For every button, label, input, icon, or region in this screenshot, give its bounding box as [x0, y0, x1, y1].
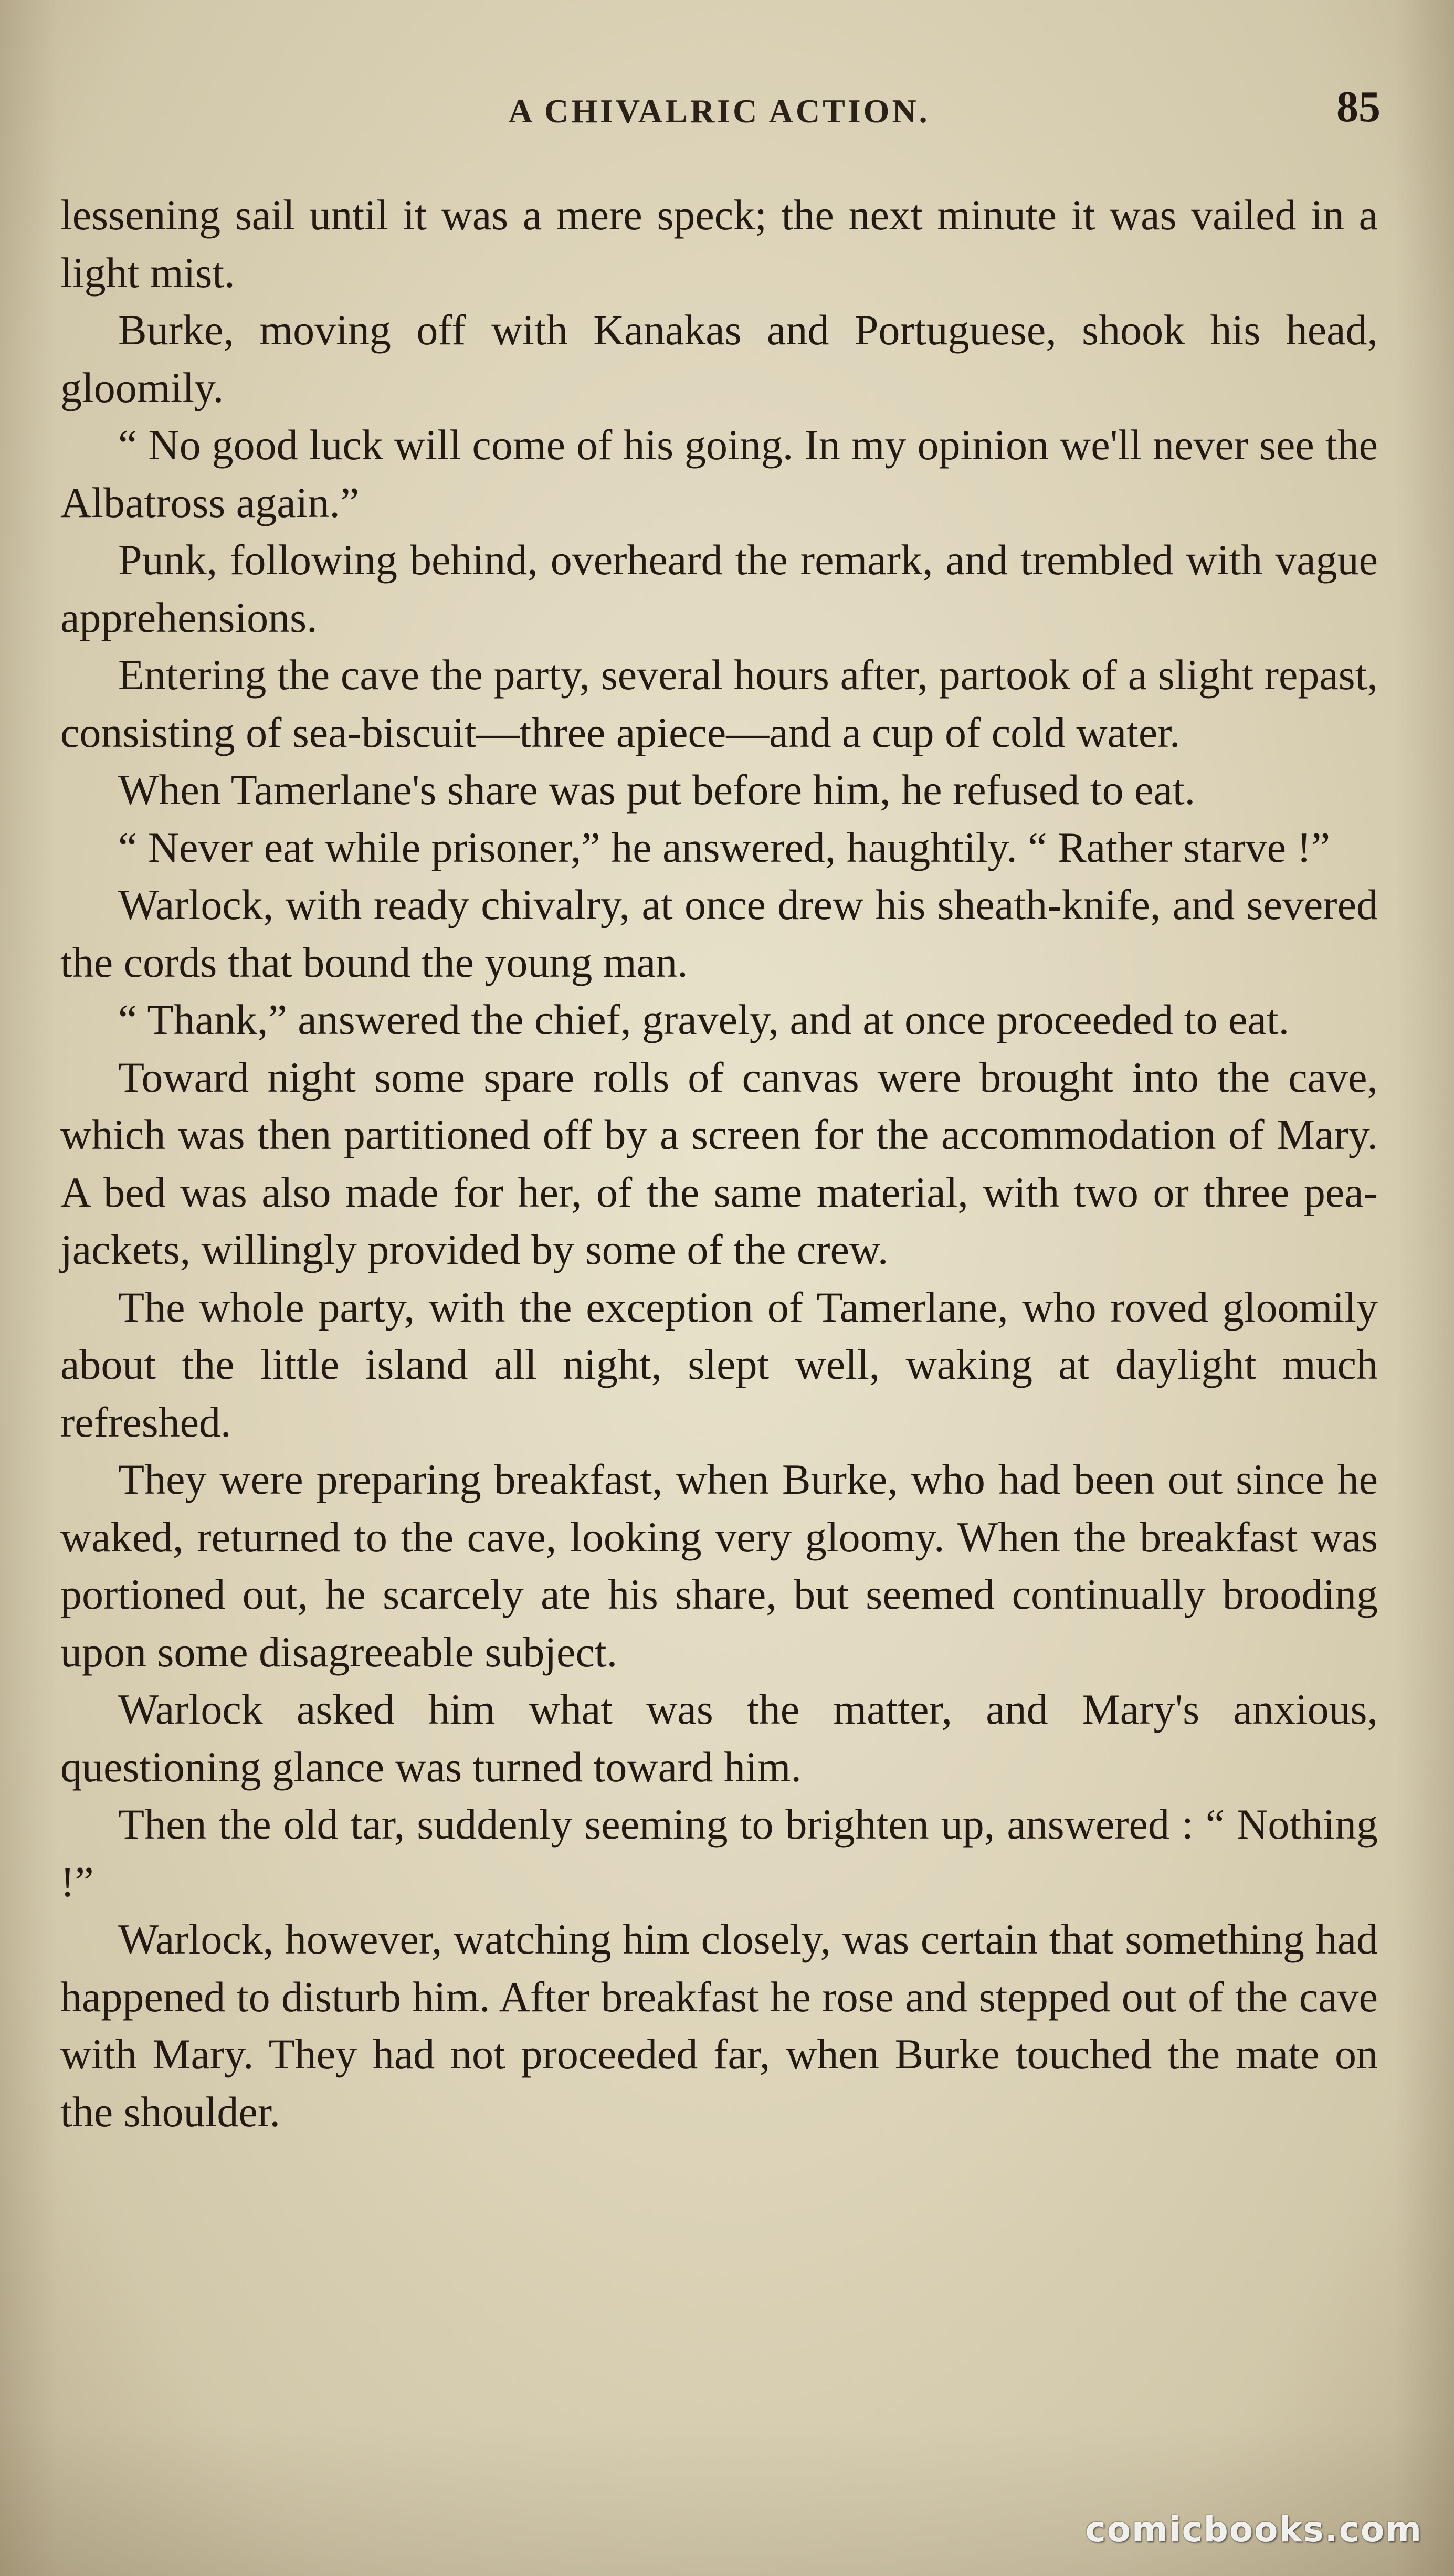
paragraph: Then the old tar, suddenly seeming to brighten up, answered : “ Nothing !”	[60, 1800, 1378, 1906]
paragraph: Punk, following behind, overheard the remark, and trembled with vague apprehensions.	[60, 536, 1378, 641]
paragraph: Warlock, with ready chivalry, at once drew his sheath-knife, and severed the cords that bound the young man.	[60, 881, 1378, 986]
paragraph: Entering the cave the party, several hours after, partook of a slight repast, consisting of sea-biscuit—three apiece—and a cup of cold water.	[60, 651, 1378, 756]
paragraph: lessening sail until it was a mere speck; the next minute it was vailed in a light mist.	[60, 191, 1378, 297]
paragraph: Warlock, however, watching him closely, was certain that something had happened to disturb him. After breakfast he rose and stepped out of the cave with Mary. They had not proceeded far, when Burke touched the mate on the shoulder.	[60, 1915, 1378, 2136]
paragraph: Warlock asked him what was the matter, and Mary's anxious, questioning glance was turned toward him.	[60, 1685, 1378, 1791]
running-head-title: A CHIVALRIC ACTION.	[508, 92, 930, 130]
paragraph: “ Thank,” answered the chief, gravely, and at once proceeded to eat.	[118, 996, 1290, 1043]
paragraph: Toward night some spare rolls of canvas were brought into the cave, which was then partitioned off by a screen for the accommodation of Mary. A bed was also made for her, of the same material, with two or three pea-jackets, willingly provided by some of the crew.	[60, 1053, 1378, 1273]
paragraph: They were preparing breakfast, when Burke, who had been out since he waked, returned to the cave, looking very gloomy. When the breakfast was portioned out, he scarcely ate his share, but seemed continually brooding upon some disagreeable subject.	[60, 1455, 1378, 1676]
paragraph: When Tamerlane's share was put before him, he refused to eat.	[118, 766, 1196, 814]
paragraph: The whole party, with the exception of Tamerlane, who roved gloomily about the little island all night, slept well, waking at daylight much refreshed.	[60, 1283, 1378, 1446]
paragraph: “ Never eat while prisoner,” he answered, haughtily. “ Rather starve !”	[118, 823, 1331, 871]
page-header	[58, 81, 1381, 139]
watermark: comicbooks.com	[1085, 2509, 1423, 2550]
paragraph: Burke, moving off with Kanakas and Portuguese, shook his head, gloomily.	[60, 306, 1378, 411]
body-text	[60, 186, 1378, 2140]
page-number: 85	[1336, 82, 1381, 131]
paragraph: “ No good luck will come of his going. In my opinion we'll never see the Albatross again.”	[60, 421, 1378, 526]
